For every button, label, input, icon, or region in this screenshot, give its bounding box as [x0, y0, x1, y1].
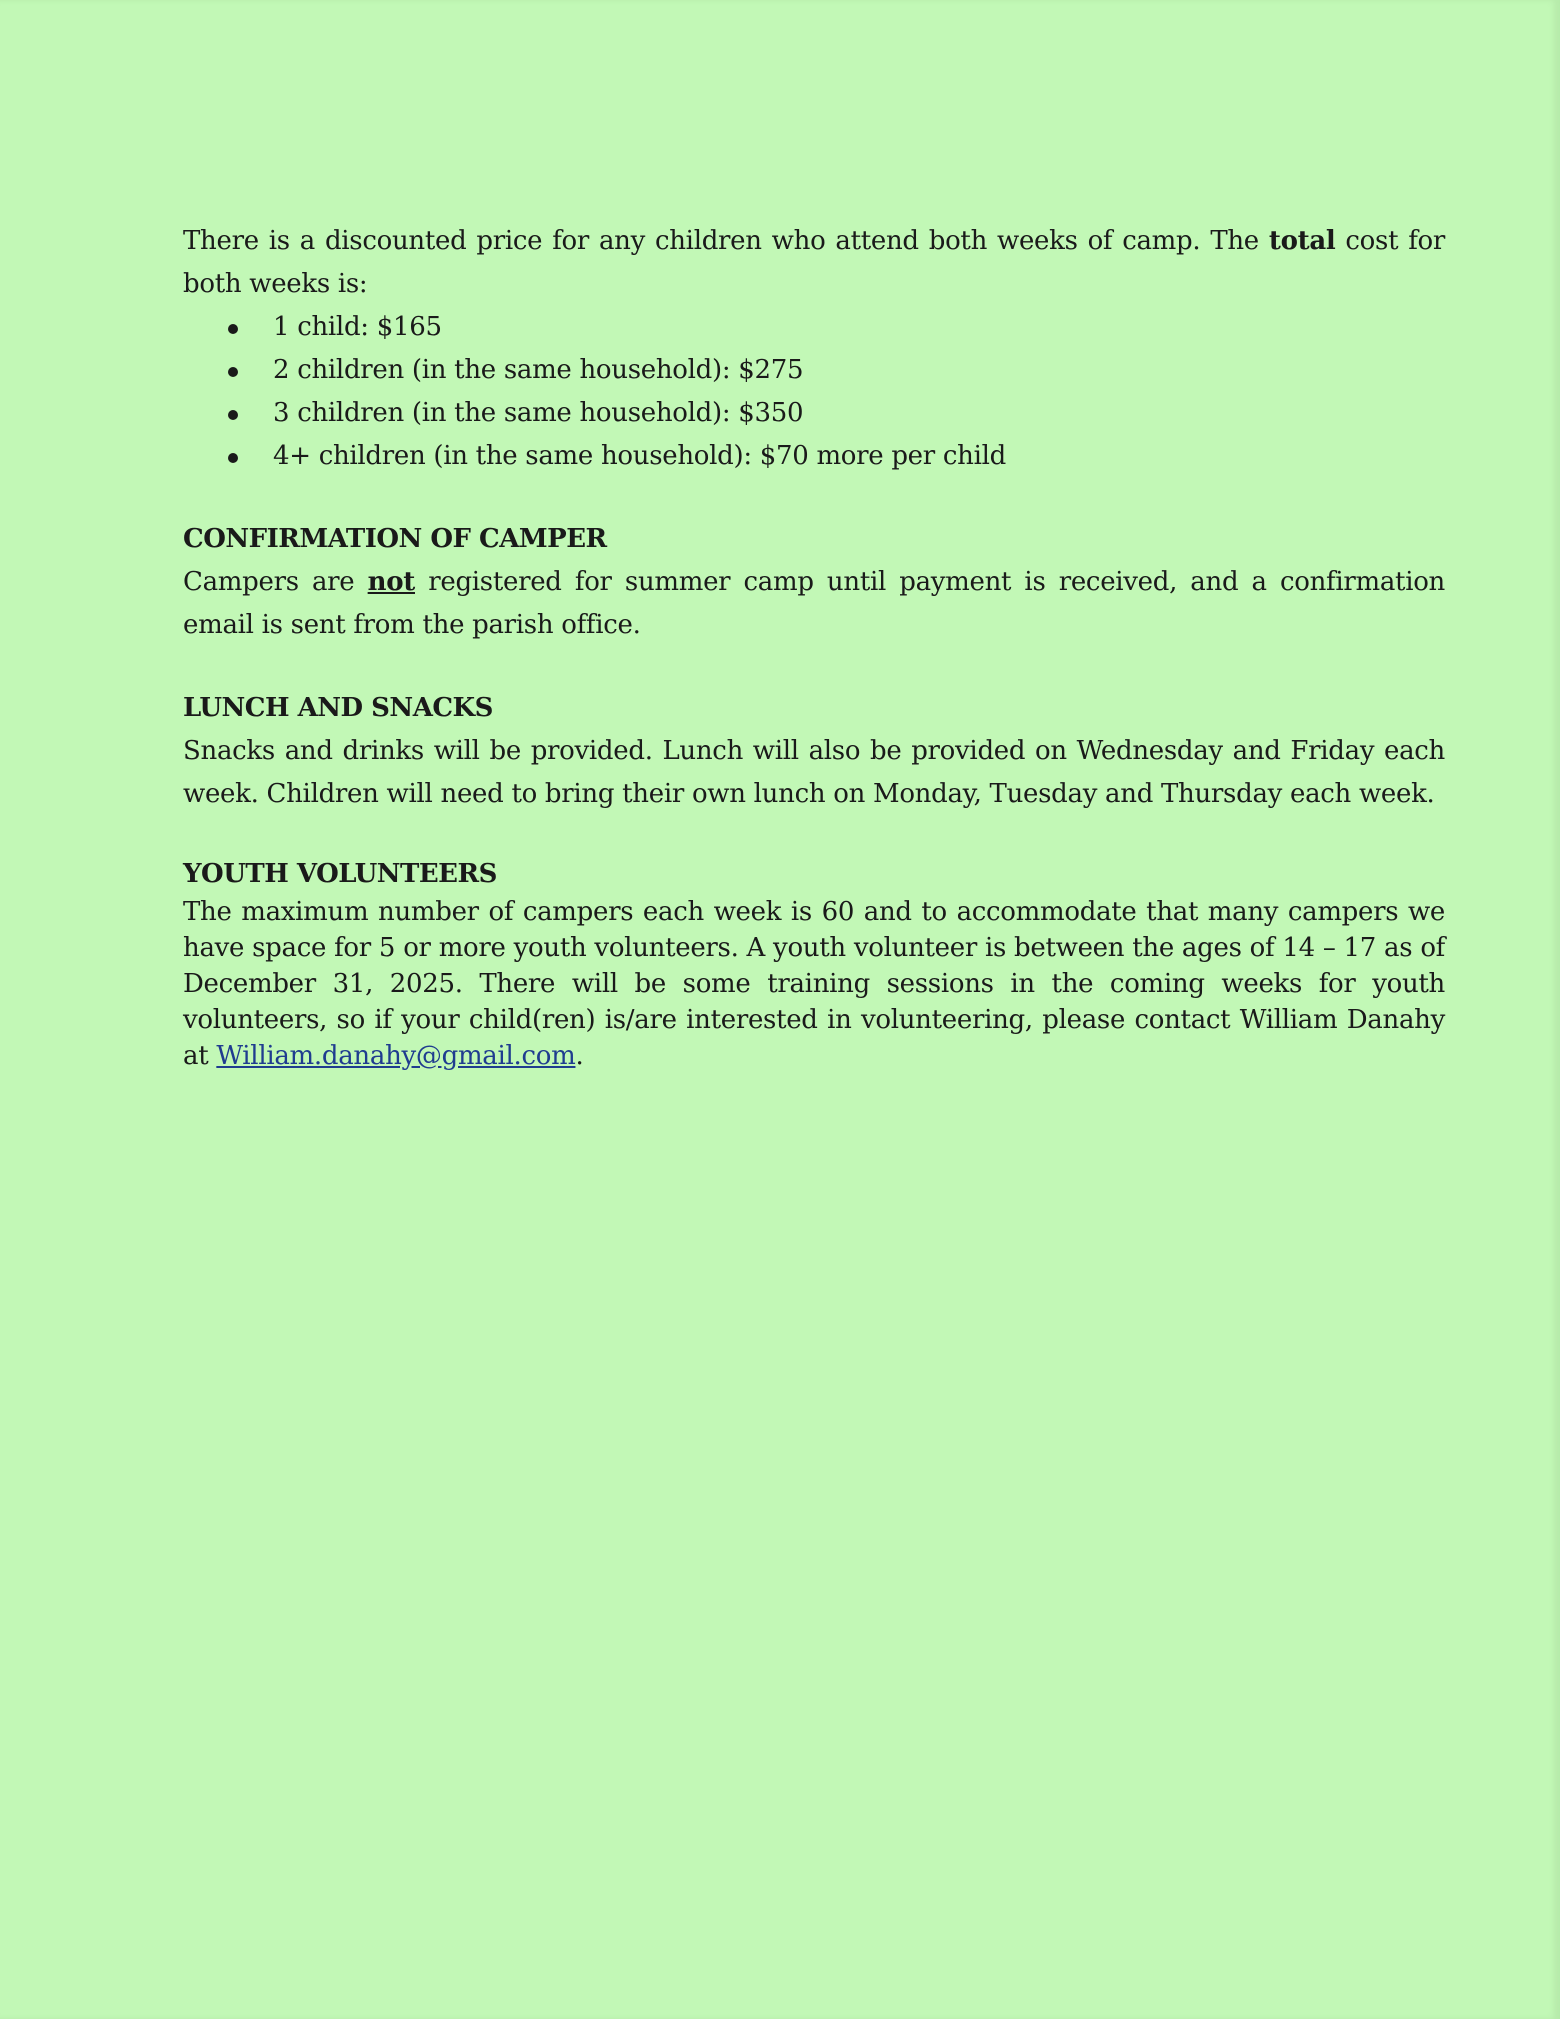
confirmation-paragraph — [183, 561, 1445, 647]
lunch-heading: LUNCH AND SNACKS — [183, 693, 493, 723]
pricing-item — [183, 435, 1445, 478]
pricing-item-text: 1 child: $165 — [273, 312, 442, 342]
pricing-list — [183, 306, 1445, 478]
pricing-item — [183, 349, 1445, 392]
volunteers-paragraph — [183, 894, 1445, 1074]
bullet-icon — [228, 410, 238, 420]
pricing-item-text: 2 children (in the same household): $275 — [273, 355, 804, 385]
bullet-icon — [228, 324, 238, 334]
volunteers-section — [183, 894, 1445, 1074]
volunteers-text: The maximum number of campers each week is 60 and to accommodate that many campers we have space for 5 or more youth volunteers. A youth volunteer is between the ages of 14 – 17 as of December 31, 2025. There will be some training sessions in the coming weeks for youth volunteers, so if your child(ren) is/are interested in volunteering, please contact William Danahy at — [183, 897, 1445, 1071]
pricing-item — [183, 306, 1445, 349]
bullet-icon — [228, 367, 238, 377]
confirmation-emphasis: not — [367, 567, 415, 597]
lunch-paragraph: Snacks and drinks will be provided. Lunch will also be provided on Wednesday and Friday each week. Children will need to bring their own lunch on Monday, Tuesday and Thursday each week. — [183, 736, 1445, 809]
intro-text-1: There is a discounted price for any children who attend both weeks of camp. The — [183, 226, 1269, 256]
confirmation-text-2: registered for summer camp until payment is received, and a confirmation email is sent from the parish office. — [183, 567, 1446, 640]
volunteer-email-link[interactable]: William.danahy@gmail.com — [216, 1041, 576, 1071]
document-body — [183, 220, 1445, 1074]
confirmation-text-1: Campers are — [183, 567, 368, 597]
intro-bold-total: total — [1268, 226, 1336, 256]
volunteers-trailing: . — [575, 1041, 584, 1071]
intro-paragraph — [183, 220, 1445, 306]
intro-text-2: cost for both weeks is: — [183, 226, 1445, 299]
pricing-item — [183, 392, 1445, 435]
pricing-item-text: 4+ children (in the same household): $70 more per child — [273, 441, 1006, 471]
pricing-item-text: 3 children (in the same household): $350 — [273, 398, 804, 428]
volunteers-heading: YOUTH VOLUNTEERS — [183, 859, 497, 889]
confirmation-heading: CONFIRMATION OF CAMPER — [183, 524, 607, 554]
bullet-icon — [228, 453, 238, 463]
